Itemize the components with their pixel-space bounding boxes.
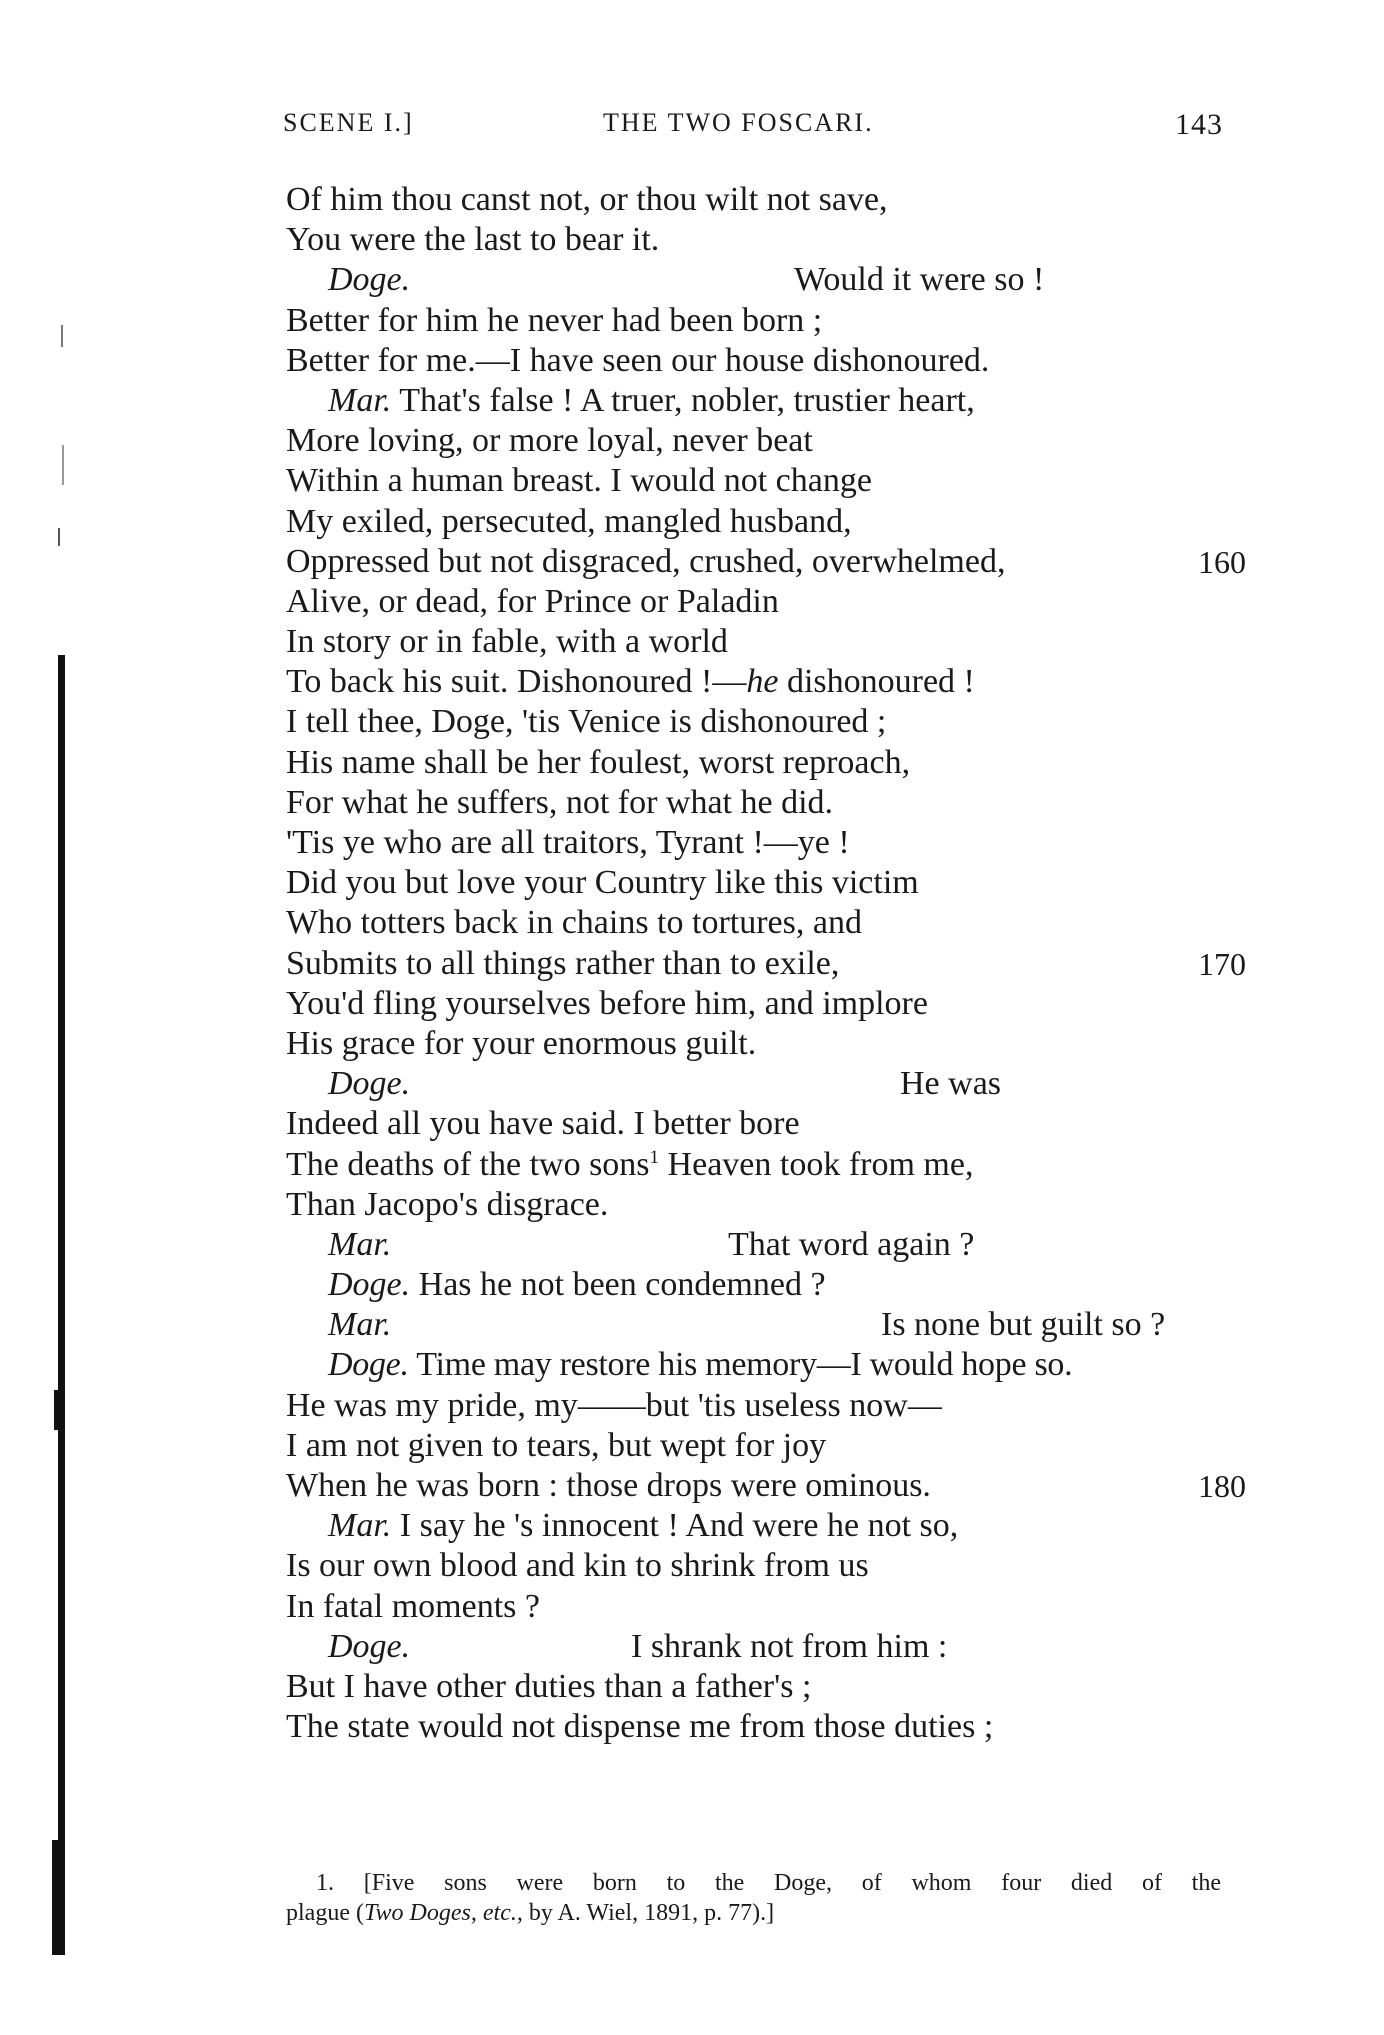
speaker-name: Mar.	[328, 1306, 392, 1344]
verse-line: His grace for your enormous guilt.	[286, 1024, 757, 1062]
speaker-name: Mar.	[328, 1507, 392, 1545]
verse-line: I tell thee, Doge, 'tis Venice is dishonoured ;	[286, 703, 887, 741]
footnote-line: 1. [Five sons were born to the Doge, of whom four died of the	[316, 1870, 1221, 1896]
binding-edge-shadow	[58, 655, 65, 1955]
verse-line: The deaths of the two sons$^1$ Heaven took from me,	[286, 1145, 974, 1183]
binding-edge-fleck	[58, 528, 60, 546]
verse-line: Mar. Is none but guilt so ?	[328, 1306, 1166, 1344]
verse-text	[286, 180, 1246, 1747]
verse-line: Who totters back in chains to tortures, and	[286, 904, 862, 942]
verse-line: 'Tis ye who are all traitors, Tyrant !—ye !	[286, 824, 850, 861]
verse-line: Mar. That word again ?	[328, 1225, 975, 1263]
verse-line: To back his suit. Dishonoured !—he dishonoured !	[286, 663, 975, 701]
footnote-line: plague (Two Doges, etc., by A. Wiel, 1891, p. 77).]	[286, 1900, 775, 1926]
binding-edge-fleck	[52, 1840, 60, 1955]
verse-line: Doge. He was	[328, 1065, 1002, 1103]
verse-line: His name shall be her foulest, worst reproach,	[286, 743, 911, 781]
verse-line: For what he suffers, not for what he did.	[286, 783, 834, 821]
speaker-name: Mar.	[328, 381, 392, 419]
verse-line: When he was born : those drops were ominous. 180	[286, 1466, 1246, 1506]
binding-edge-fleck	[62, 445, 64, 485]
verse-line: Of him thou canst not, or thou wilt not save,	[286, 181, 888, 218]
verse-line: Mar. That's false ! A truer, nobler, trustier heart,	[328, 381, 975, 419]
verse-line: Doge. I shrank not from him :	[328, 1627, 948, 1665]
running-header	[283, 108, 1223, 148]
footnote	[286, 1868, 1221, 1928]
verse-line: Is our own blood and kin to shrink from us	[286, 1547, 869, 1585]
verse-line: Better for him he never had been born ;	[286, 301, 823, 339]
verse-line: But I have other duties than a father's ;	[286, 1667, 812, 1705]
verse-line: Better for me.—I have seen our house dishonoured.	[286, 341, 990, 379]
verse-line: He was my pride, my——but 'tis useless now—	[286, 1386, 942, 1424]
verse-line: Indeed all you have said. I better bore	[286, 1105, 800, 1143]
verse-line: Alive, or dead, for Prince or Paladin	[286, 582, 779, 620]
speaker-name: Mar.	[328, 1225, 392, 1263]
binding-edge-fleck	[54, 1390, 59, 1430]
verse-line: More loving, or more loyal, never beat	[286, 422, 813, 460]
speaker-name: Doge.	[328, 261, 411, 299]
verse-line: You'd fling yourselves before him, and implore	[286, 984, 928, 1022]
verse-line: Submits to all things rather than to exile, 170	[286, 944, 1246, 984]
header-title: THE TWO FOSCARI.	[603, 108, 874, 137]
verse-line: Doge. Has he not been condemned ?	[328, 1266, 826, 1304]
line-number: 170	[1198, 945, 1246, 982]
verse-line: You were the last to bear it.	[286, 221, 660, 259]
header-scene: SCENE I.]	[283, 108, 414, 137]
verse-line: My exiled, persecuted, mangled husband,	[286, 502, 852, 540]
line-number: 160	[1198, 543, 1246, 580]
footnote-ref: 1	[649, 1146, 660, 1168]
verse-line: Doge. Time may restore his memory—I would hope so.	[328, 1346, 1073, 1384]
binding-edge-fleck	[61, 325, 63, 347]
speaker-name: Doge.	[328, 1266, 411, 1304]
verse-line: Mar. I say he 's innocent ! And were he not so,	[328, 1507, 959, 1545]
verse-line: Within a human breast. I would not change	[286, 462, 872, 500]
verse-line: In fatal moments ?	[286, 1587, 540, 1625]
verse-line: I am not given to tears, but wept for joy	[286, 1426, 827, 1464]
verse-line: The state would not dispense me from those duties ;	[286, 1708, 994, 1746]
speaker-name: Doge.	[328, 1346, 409, 1384]
verse-line: Oppressed but not disgraced, crushed, overwhelmed, 160	[286, 542, 1246, 582]
verse-line: Doge. Would it were so !	[328, 261, 1045, 299]
speaker-name: Doge.	[328, 1627, 411, 1665]
page-number: 143	[1175, 108, 1223, 141]
verse-line: Than Jacopo's disgrace.	[286, 1185, 609, 1223]
line-number: 180	[1198, 1468, 1246, 1504]
verse-line: In story or in fable, with a world	[286, 623, 728, 661]
verse-line: Did you but love your Country like this victim	[286, 864, 919, 902]
speaker-name: Doge.	[328, 1065, 411, 1103]
